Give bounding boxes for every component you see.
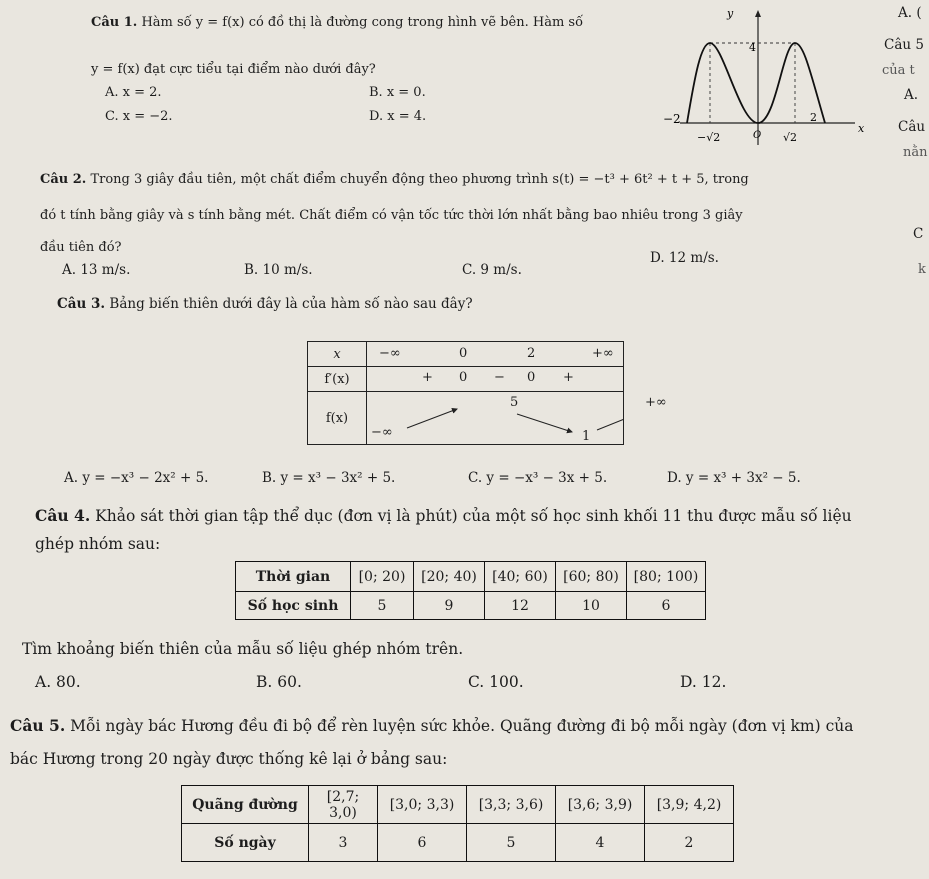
margin-text-2: Câu 5 [884, 37, 924, 53]
label-pos2: 2 [810, 111, 817, 124]
q4-count-cell: 9 [414, 592, 485, 620]
vt-f-value: −∞ [371, 425, 393, 440]
q5-row1-label: Quãng đường [182, 786, 309, 824]
label-origin: O [753, 130, 762, 141]
q1-label: Câu 1. [91, 15, 138, 30]
q4-count-cell: 12 [485, 592, 556, 620]
vt-x-label: x [308, 342, 367, 367]
vt-sign: + [563, 370, 574, 385]
vt-f-label: f(x) [308, 392, 367, 445]
margin-text-1: A. ( [898, 5, 922, 21]
vt-f-value: +∞ [645, 395, 667, 410]
q5-group-cell: [3,9; 4,2) [645, 786, 734, 824]
q4-group-cell: [60; 80) [556, 562, 627, 592]
q5-row2-label: Số ngày [182, 824, 309, 862]
q3-option-d[interactable]: D. y = x³ + 3x² − 5. [667, 470, 801, 486]
label-pos-sqrt2: √2 [783, 131, 798, 144]
vt-f-row [367, 392, 667, 444]
q1-text-a: Hàm số y = f(x) có đồ thị là đường cong trong hình vẽ bên. Hàm số [141, 15, 584, 30]
q3-line [57, 296, 473, 312]
vt-arrow-up-2 [597, 412, 623, 430]
vt-sign: 0 [459, 370, 468, 385]
margin-text-8: k [918, 262, 926, 277]
q5-group-cell: [3,0; 3,3) [378, 786, 467, 824]
q2-text-c: đầu tiên đó? [40, 240, 122, 255]
q2-label: Câu 2. [40, 172, 87, 187]
q5-row-days [182, 824, 734, 862]
vt-arrows [367, 392, 623, 444]
q4-count-cell: 6 [627, 592, 706, 620]
q1-function-graph [655, 5, 875, 155]
q5-table [181, 785, 734, 862]
vt-sign: + [422, 370, 433, 385]
q2-text-b: đó t tính bằng giây và s tính bằng mét. Chất điểm có vận tốc tức thời lớn nhất bằng bao nhiêu trong 3 giây [40, 208, 743, 223]
q4-text-c: Tìm khoảng biến thiên của mẫu số liệu ghép nhóm trên. [22, 640, 464, 658]
q3-option-c[interactable]: C. y = −x³ − 3x + 5. [468, 470, 608, 486]
q5-text-b: bác Hương trong 20 ngày được thống kê lại ở bảng sau: [10, 750, 448, 768]
vt-fp-label: f′(x) [308, 367, 367, 392]
q1-option-b[interactable]: B. x = 0. [369, 85, 426, 100]
q5-label: Câu 5. [10, 716, 66, 735]
variation-table [307, 341, 667, 445]
q2-option-b[interactable]: B. 10 m/s. [244, 262, 313, 278]
margin-text-5: Câu [898, 119, 926, 135]
vt-x-value: 0 [459, 346, 468, 361]
q5-row-distance [182, 786, 734, 824]
q4-option-a[interactable]: A. 80. [35, 673, 81, 691]
q2-line-1 [40, 172, 749, 187]
function-curve [687, 43, 825, 123]
q4-option-c[interactable]: C. 100. [468, 673, 524, 691]
y-axis-arrow [755, 10, 761, 17]
q4-group-cell: [20; 40) [414, 562, 485, 592]
q4-count-cell: 5 [351, 592, 414, 620]
q3-option-b[interactable]: B. y = x³ − 3x² + 5. [262, 470, 396, 486]
label-neg-sqrt2: −√2 [697, 131, 721, 144]
q2-text-a: Trong 3 giây đầu tiên, một chất điểm chuyển động theo phương trình s(t) = −t³ + 6t² + t + 5, trong [90, 172, 749, 187]
q5-line-1 [10, 716, 854, 735]
q1-option-d[interactable]: D. x = 4. [369, 109, 427, 124]
margin-text-7: C [913, 226, 924, 242]
q1-line-1 [91, 15, 583, 30]
q5-count-cell: 5 [467, 824, 556, 862]
q4-text-b: ghép nhóm sau: [35, 535, 161, 553]
q1-text-b: y = f(x) đạt cực tiểu tại điểm nào dưới đây? [91, 62, 376, 77]
vt-x-value: +∞ [592, 346, 614, 361]
q3-label: Câu 3. [57, 296, 106, 312]
q4-row2-label: Số học sinh [236, 592, 351, 620]
vt-arrow-up-1 [407, 409, 457, 428]
vt-sign: − [494, 370, 505, 385]
q5-group-cell: [2,7; 3,0) [309, 786, 378, 824]
margin-text-4: A. [904, 87, 919, 103]
q2-option-a[interactable]: A. 13 m/s. [62, 262, 131, 278]
margin-text-3: của t [882, 63, 915, 78]
q4-line-1 [35, 506, 852, 525]
q4-option-b[interactable]: B. 60. [256, 673, 302, 691]
q4-text-a: Khảo sát thời gian tập thể dục (đơn vị là phút) của một số học sinh khối 11 thu được mẫu số liệu [95, 507, 852, 525]
q4-option-d[interactable]: D. 12. [680, 673, 727, 691]
q1-option-c[interactable]: C. x = −2. [105, 109, 173, 124]
q5-count-cell: 3 [309, 824, 378, 862]
vt-x-value: 2 [527, 346, 536, 361]
q4-row1-label: Thời gian [236, 562, 351, 592]
margin-text-6: nằn [903, 145, 928, 160]
q4-table [235, 561, 706, 620]
q2-option-c[interactable]: C. 9 m/s. [462, 262, 522, 278]
vt-sign: 0 [527, 370, 536, 385]
vt-f-value: 1 [582, 429, 591, 444]
q4-group-cell: [40; 60) [485, 562, 556, 592]
q4-row-count [236, 592, 706, 620]
q5-count-cell: 4 [556, 824, 645, 862]
q1-option-a[interactable]: A. x = 2. [105, 85, 162, 100]
vt-x-value: −∞ [379, 346, 401, 361]
q5-group-cell: [3,6; 3,9) [556, 786, 645, 824]
q4-label: Câu 4. [35, 506, 91, 525]
q4-count-cell: 10 [556, 592, 627, 620]
q4-row-time [236, 562, 706, 592]
q3-option-a[interactable]: A. y = −x³ − 2x² + 5. [64, 470, 209, 486]
q5-count-cell: 6 [378, 824, 467, 862]
q5-group-cell: [3,3; 3,6) [467, 786, 556, 824]
vt-arrow-down [517, 414, 572, 432]
q2-option-d[interactable]: D. 12 m/s. [650, 250, 719, 266]
label-neg2: −2 [663, 112, 681, 126]
q4-group-cell: [0; 20) [351, 562, 414, 592]
x-axis-label: x [858, 122, 865, 135]
vt-f-value: 5 [510, 395, 519, 410]
q5-count-cell: 2 [645, 824, 734, 862]
q4-group-cell: [80; 100) [627, 562, 706, 592]
q5-text-a: Mỗi ngày bác Hương đều đi bộ để rèn luyện sức khỏe. Quãng đường đi bộ mỗi ngày (đơn vị km) của [70, 717, 854, 735]
label-4: 4 [749, 41, 756, 54]
q3-text: Bảng biến thiên dưới đây là của hàm số nào sau đây? [109, 296, 473, 312]
y-axis-label: y [727, 7, 734, 20]
